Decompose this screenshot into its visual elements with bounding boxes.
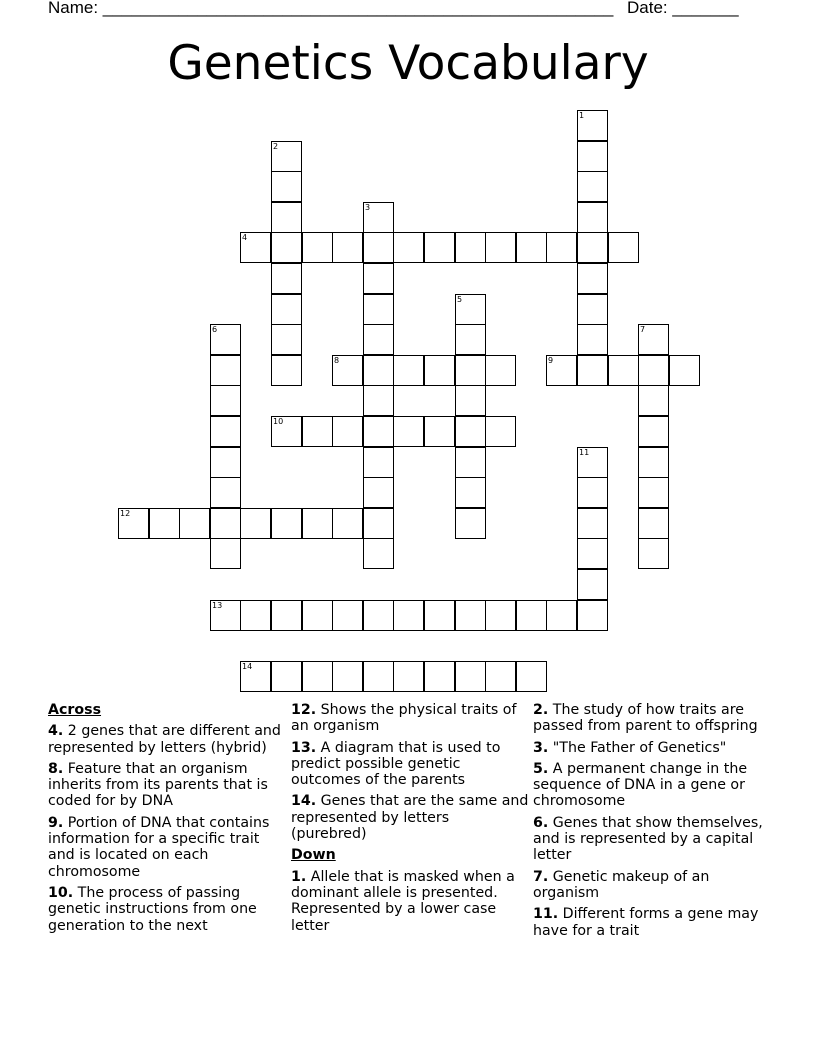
crossword-cell[interactable] (577, 508, 608, 539)
clue-number: 10. (48, 884, 74, 901)
crossword-cell[interactable] (363, 232, 394, 263)
clue-number: 6. (533, 814, 549, 831)
clue-text: Genes that show themselves, and is represented by a capital letter (533, 814, 763, 864)
crossword-cell[interactable] (577, 600, 608, 631)
crossword-cell[interactable] (455, 447, 486, 478)
crossword-cell[interactable] (271, 141, 302, 172)
clue-text: Genes that are the same and represented by letters (purebred) (291, 793, 529, 843)
crossword-cell[interactable] (302, 508, 333, 539)
crossword-cell[interactable] (577, 141, 608, 172)
crossword-cell[interactable] (363, 447, 394, 478)
clue-text: The process of passing genetic instructions from one generation to the next (48, 884, 257, 934)
crossword-cell[interactable] (393, 600, 424, 631)
crossword-cell[interactable] (546, 600, 577, 631)
clue-number: 14. (291, 793, 317, 810)
crossword-cell[interactable] (516, 232, 547, 263)
crossword-cell[interactable] (271, 508, 302, 539)
crossword-cell[interactable] (424, 600, 455, 631)
crossword-cell[interactable] (577, 477, 608, 508)
crossword-cell[interactable] (638, 508, 669, 539)
crossword-cell[interactable] (455, 416, 486, 447)
crossword-cell[interactable] (638, 477, 669, 508)
crossword-cell[interactable] (179, 508, 210, 539)
crossword-cell[interactable] (363, 202, 394, 233)
crossword-cell[interactable] (577, 355, 608, 386)
cell-number: 6 (212, 325, 218, 334)
crossword-cell[interactable] (455, 294, 486, 325)
clue-down-5 (533, 761, 771, 810)
crossword-cell[interactable] (638, 324, 669, 355)
crossword-cell[interactable] (332, 508, 363, 539)
clue-across-8 (48, 761, 286, 810)
clue-down-3 (533, 740, 771, 756)
crossword-cell[interactable] (577, 569, 608, 600)
crossword-cell[interactable] (271, 232, 302, 263)
clue-text: A diagram that is used to predict possible genetic outcomes of the parents (291, 739, 501, 789)
cell-number: 11 (579, 448, 590, 457)
cell-number: 1 (579, 111, 585, 120)
crossword-cell[interactable] (240, 232, 271, 263)
crossword-cell[interactable] (271, 416, 302, 447)
crossword-cell[interactable] (240, 600, 271, 631)
crossword-cell[interactable] (271, 263, 302, 294)
crossword-cell[interactable] (455, 508, 486, 539)
clue-down-6 (533, 815, 771, 864)
crossword-cell[interactable] (302, 661, 333, 692)
crossword-cell[interactable] (485, 232, 516, 263)
crossword-cell[interactable] (516, 661, 547, 692)
clue-number: 4. (48, 723, 64, 740)
clue-down-2 (533, 702, 771, 735)
clue-number: 1. (291, 868, 307, 885)
clue-number: 8. (48, 760, 64, 777)
crossword-cell[interactable] (302, 600, 333, 631)
crossword-cell[interactable] (577, 447, 608, 478)
crossword-cell[interactable] (210, 477, 241, 508)
crossword-cell[interactable] (271, 355, 302, 386)
crossword-cell[interactable] (393, 232, 424, 263)
clue-down-11 (533, 906, 771, 939)
crossword-cell[interactable] (669, 355, 700, 386)
crossword-cell[interactable] (393, 416, 424, 447)
crossword-cell[interactable] (210, 385, 241, 416)
crossword-cell[interactable] (363, 385, 394, 416)
date-line[interactable]: Date: _______ (627, 0, 739, 17)
clue-number: 9. (48, 814, 64, 831)
crossword-cell[interactable] (393, 355, 424, 386)
crossword-cell[interactable] (577, 324, 608, 355)
crossword-cell[interactable] (455, 232, 486, 263)
crossword-cell[interactable] (608, 355, 639, 386)
crossword-cell[interactable] (149, 508, 180, 539)
crossword-cell[interactable] (546, 232, 577, 263)
crossword-cell[interactable] (240, 661, 271, 692)
clue-column-3 (533, 702, 771, 944)
clue-text: The study of how traits are passed from parent to offspring (533, 702, 758, 735)
clue-number: 11. (533, 906, 559, 923)
crossword-cell[interactable] (332, 416, 363, 447)
clue-text: Shows the physical traits of an organism (291, 702, 517, 735)
crossword-cell[interactable] (210, 508, 241, 539)
crossword-cell[interactable] (577, 171, 608, 202)
crossword-cell[interactable] (210, 447, 241, 478)
crossword-cell[interactable] (271, 294, 302, 325)
crossword-cell[interactable] (424, 416, 455, 447)
crossword-cell[interactable] (638, 416, 669, 447)
clue-number: 2. (533, 702, 549, 718)
crossword-cell[interactable] (210, 355, 241, 386)
clue-text: Different forms a gene may have for a trait (533, 906, 759, 939)
crossword-cell[interactable] (363, 661, 394, 692)
crossword-cell[interactable] (302, 232, 333, 263)
crossword-cell[interactable] (485, 355, 516, 386)
crossword-cell[interactable] (424, 355, 455, 386)
crossword-cell[interactable] (455, 324, 486, 355)
crossword-cell[interactable] (271, 202, 302, 233)
crossword-cell[interactable] (210, 600, 241, 631)
crossword-cell[interactable] (455, 355, 486, 386)
clue-across-10 (48, 885, 286, 934)
page-title: Genetics Vocabulary (167, 36, 649, 91)
crossword-cell[interactable] (546, 355, 577, 386)
crossword-cell[interactable] (455, 600, 486, 631)
crossword-cell[interactable] (240, 508, 271, 539)
cell-number: 2 (273, 142, 279, 151)
clue-column-2 (291, 702, 529, 939)
crossword-cell[interactable] (577, 263, 608, 294)
crossword-cell[interactable] (485, 661, 516, 692)
crossword-cell[interactable] (210, 416, 241, 447)
cell-number: 10 (273, 417, 284, 426)
down-heading: Down (291, 847, 336, 864)
crossword-cell[interactable] (638, 385, 669, 416)
clue-text: Portion of DNA that contains information for a specific trait and is located on each chromosome (48, 814, 270, 880)
cell-number: 12 (120, 509, 131, 518)
crossword-cell[interactable] (393, 661, 424, 692)
crossword-cell[interactable] (363, 294, 394, 325)
crossword-cell[interactable] (455, 661, 486, 692)
crossword-cell[interactable] (302, 416, 333, 447)
clue-across-12 (291, 702, 529, 735)
crossword-cell[interactable] (577, 294, 608, 325)
crossword-cell[interactable] (577, 110, 608, 141)
cell-number: 9 (548, 356, 554, 365)
clue-number: 13. (291, 739, 317, 756)
crossword-cell[interactable] (332, 355, 363, 386)
crossword-cell[interactable] (271, 324, 302, 355)
crossword-cell[interactable] (577, 538, 608, 569)
crossword-cell[interactable] (332, 600, 363, 631)
crossword-cell[interactable] (271, 171, 302, 202)
clue-text: 2 genes that are different and represented by letters (hybrid) (48, 723, 281, 756)
clue-text: "The Father of Genetics" (552, 739, 727, 756)
crossword-cell[interactable] (271, 661, 302, 692)
crossword-cell[interactable] (363, 355, 394, 386)
crossword-cell[interactable] (455, 477, 486, 508)
crossword-cell[interactable] (638, 447, 669, 478)
crossword-cell[interactable] (455, 385, 486, 416)
cell-number: 3 (365, 203, 371, 212)
clue-number: 5. (533, 760, 549, 777)
clue-down-1 (291, 869, 529, 934)
crossword-cell[interactable] (363, 508, 394, 539)
name-line[interactable]: Name: ______________________________________________________ (48, 0, 614, 17)
crossword-cell[interactable] (363, 600, 394, 631)
clue-across-13 (291, 740, 529, 789)
crossword-cell[interactable] (485, 600, 516, 631)
clue-across-4 (48, 723, 286, 756)
clue-text: Genetic makeup of an organism (533, 868, 710, 901)
clue-number: 12. (291, 702, 317, 718)
crossword-cell[interactable] (363, 416, 394, 447)
crossword-cell[interactable] (271, 600, 302, 631)
clue-number: 7. (533, 868, 549, 885)
crossword-cell[interactable] (363, 263, 394, 294)
crossword-cell[interactable] (638, 355, 669, 386)
clue-column-1 (48, 702, 286, 939)
clue-text: Allele that is masked when a dominant allele is presented. Represented by a lower case letter (291, 868, 515, 934)
crossword-cell[interactable] (332, 232, 363, 263)
crossword-cell[interactable] (363, 477, 394, 508)
crossword-cell[interactable] (424, 232, 455, 263)
clue-across-9 (48, 815, 286, 880)
clue-down-7 (533, 869, 771, 902)
crossword-cell[interactable] (118, 508, 149, 539)
crossword-cell[interactable] (516, 600, 547, 631)
clue-text: A permanent change in the sequence of DNA in a gene or chromosome (533, 760, 748, 810)
cell-number: 8 (334, 356, 340, 365)
cell-number: 13 (212, 601, 223, 610)
cell-number: 5 (457, 295, 463, 304)
crossword-cell[interactable] (608, 232, 639, 263)
clue-number: 3. (533, 739, 549, 756)
crossword-cell[interactable] (332, 661, 363, 692)
crossword-cell[interactable] (363, 324, 394, 355)
cell-number: 7 (640, 325, 646, 334)
cell-number: 4 (242, 233, 248, 242)
crossword-cell[interactable] (210, 324, 241, 355)
clue-across-14 (291, 793, 529, 842)
cell-number: 14 (242, 662, 253, 671)
crossword-cell[interactable] (210, 538, 241, 569)
crossword-cell[interactable] (363, 538, 394, 569)
crossword-cell[interactable] (577, 232, 608, 263)
clue-text: Feature that an organism inherits from its parents that is coded for by DNA (48, 760, 268, 810)
crossword-cell[interactable] (577, 202, 608, 233)
crossword-cell[interactable] (638, 538, 669, 569)
across-heading: Across (48, 702, 102, 718)
crossword-cell[interactable] (424, 661, 455, 692)
crossword-cell[interactable] (485, 416, 516, 447)
